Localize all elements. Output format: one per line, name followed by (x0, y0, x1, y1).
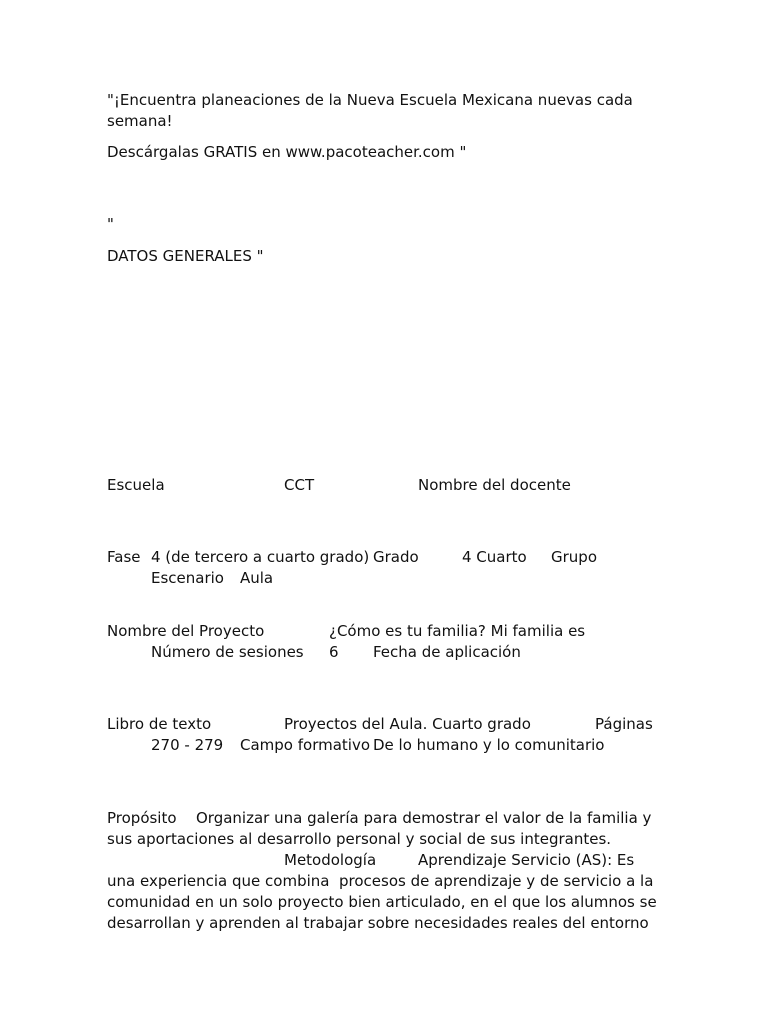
grado-value: 4 Cuarto (462, 548, 527, 566)
campo-value: De lo humano y lo comunitario (373, 736, 605, 754)
fase-label: Fase (107, 548, 141, 566)
metodologia-line-3: desarrollan y aprenden al trabajar sobre necesidades reales del entorno (107, 914, 649, 932)
heading-quote: " (107, 215, 114, 233)
proyecto-label: Nombre del Proyecto (107, 622, 265, 640)
promo-line-1: "¡Encuentra planeaciones de la Nueva Escuela Mexicana nuevas cada (107, 91, 633, 109)
grupo-label: Grupo (551, 548, 597, 566)
libro-label: Libro de texto (107, 715, 212, 733)
campo-label: Campo formativo (240, 736, 371, 754)
proyecto-value: ¿Cómo es tu familia? Mi familia es (329, 622, 586, 640)
escenario-value: Aula (240, 569, 274, 587)
docente-label: Nombre del docente (418, 476, 571, 494)
sesiones-value: 6 (329, 643, 339, 661)
metodologia-line-2: comunidad en un solo proyecto bien articulado, en el que los alumnos se (107, 893, 657, 911)
grado-label: Grado (373, 548, 419, 566)
paginas-value: 270 - 279 (151, 736, 224, 754)
paginas-label: Páginas (595, 715, 653, 733)
sesiones-label: Número de sesiones (151, 643, 304, 661)
metodologia-line-1: una experiencia que combina procesos de aprendizaje y de servicio a la (107, 872, 654, 890)
escuela-label: Escuela (107, 476, 165, 494)
proposito-line-2: sus aportaciones al desarrollo personal y social de sus integrantes. (107, 830, 612, 848)
promo-line-3: Descárgalas GRATIS en www.pacoteacher.com " (107, 143, 467, 161)
proposito-label: Propósito (107, 809, 177, 827)
fase-value: 4 (de tercero a cuarto grado) (151, 548, 370, 566)
libro-value: Proyectos del Aula. Cuarto grado (284, 715, 531, 733)
proposito-line-1: Organizar una galería para demostrar el valor de la familia y (196, 809, 652, 827)
section-title: DATOS GENERALES " (107, 247, 264, 265)
escenario-label: Escenario (151, 569, 224, 587)
metodologia-value: Aprendizaje Servicio (AS): Es (418, 851, 635, 869)
cct-label: CCT (284, 476, 315, 494)
metodologia-label: Metodología (284, 851, 377, 869)
fecha-label: Fecha de aplicación (373, 643, 521, 661)
promo-line-2: semana! (107, 112, 173, 130)
